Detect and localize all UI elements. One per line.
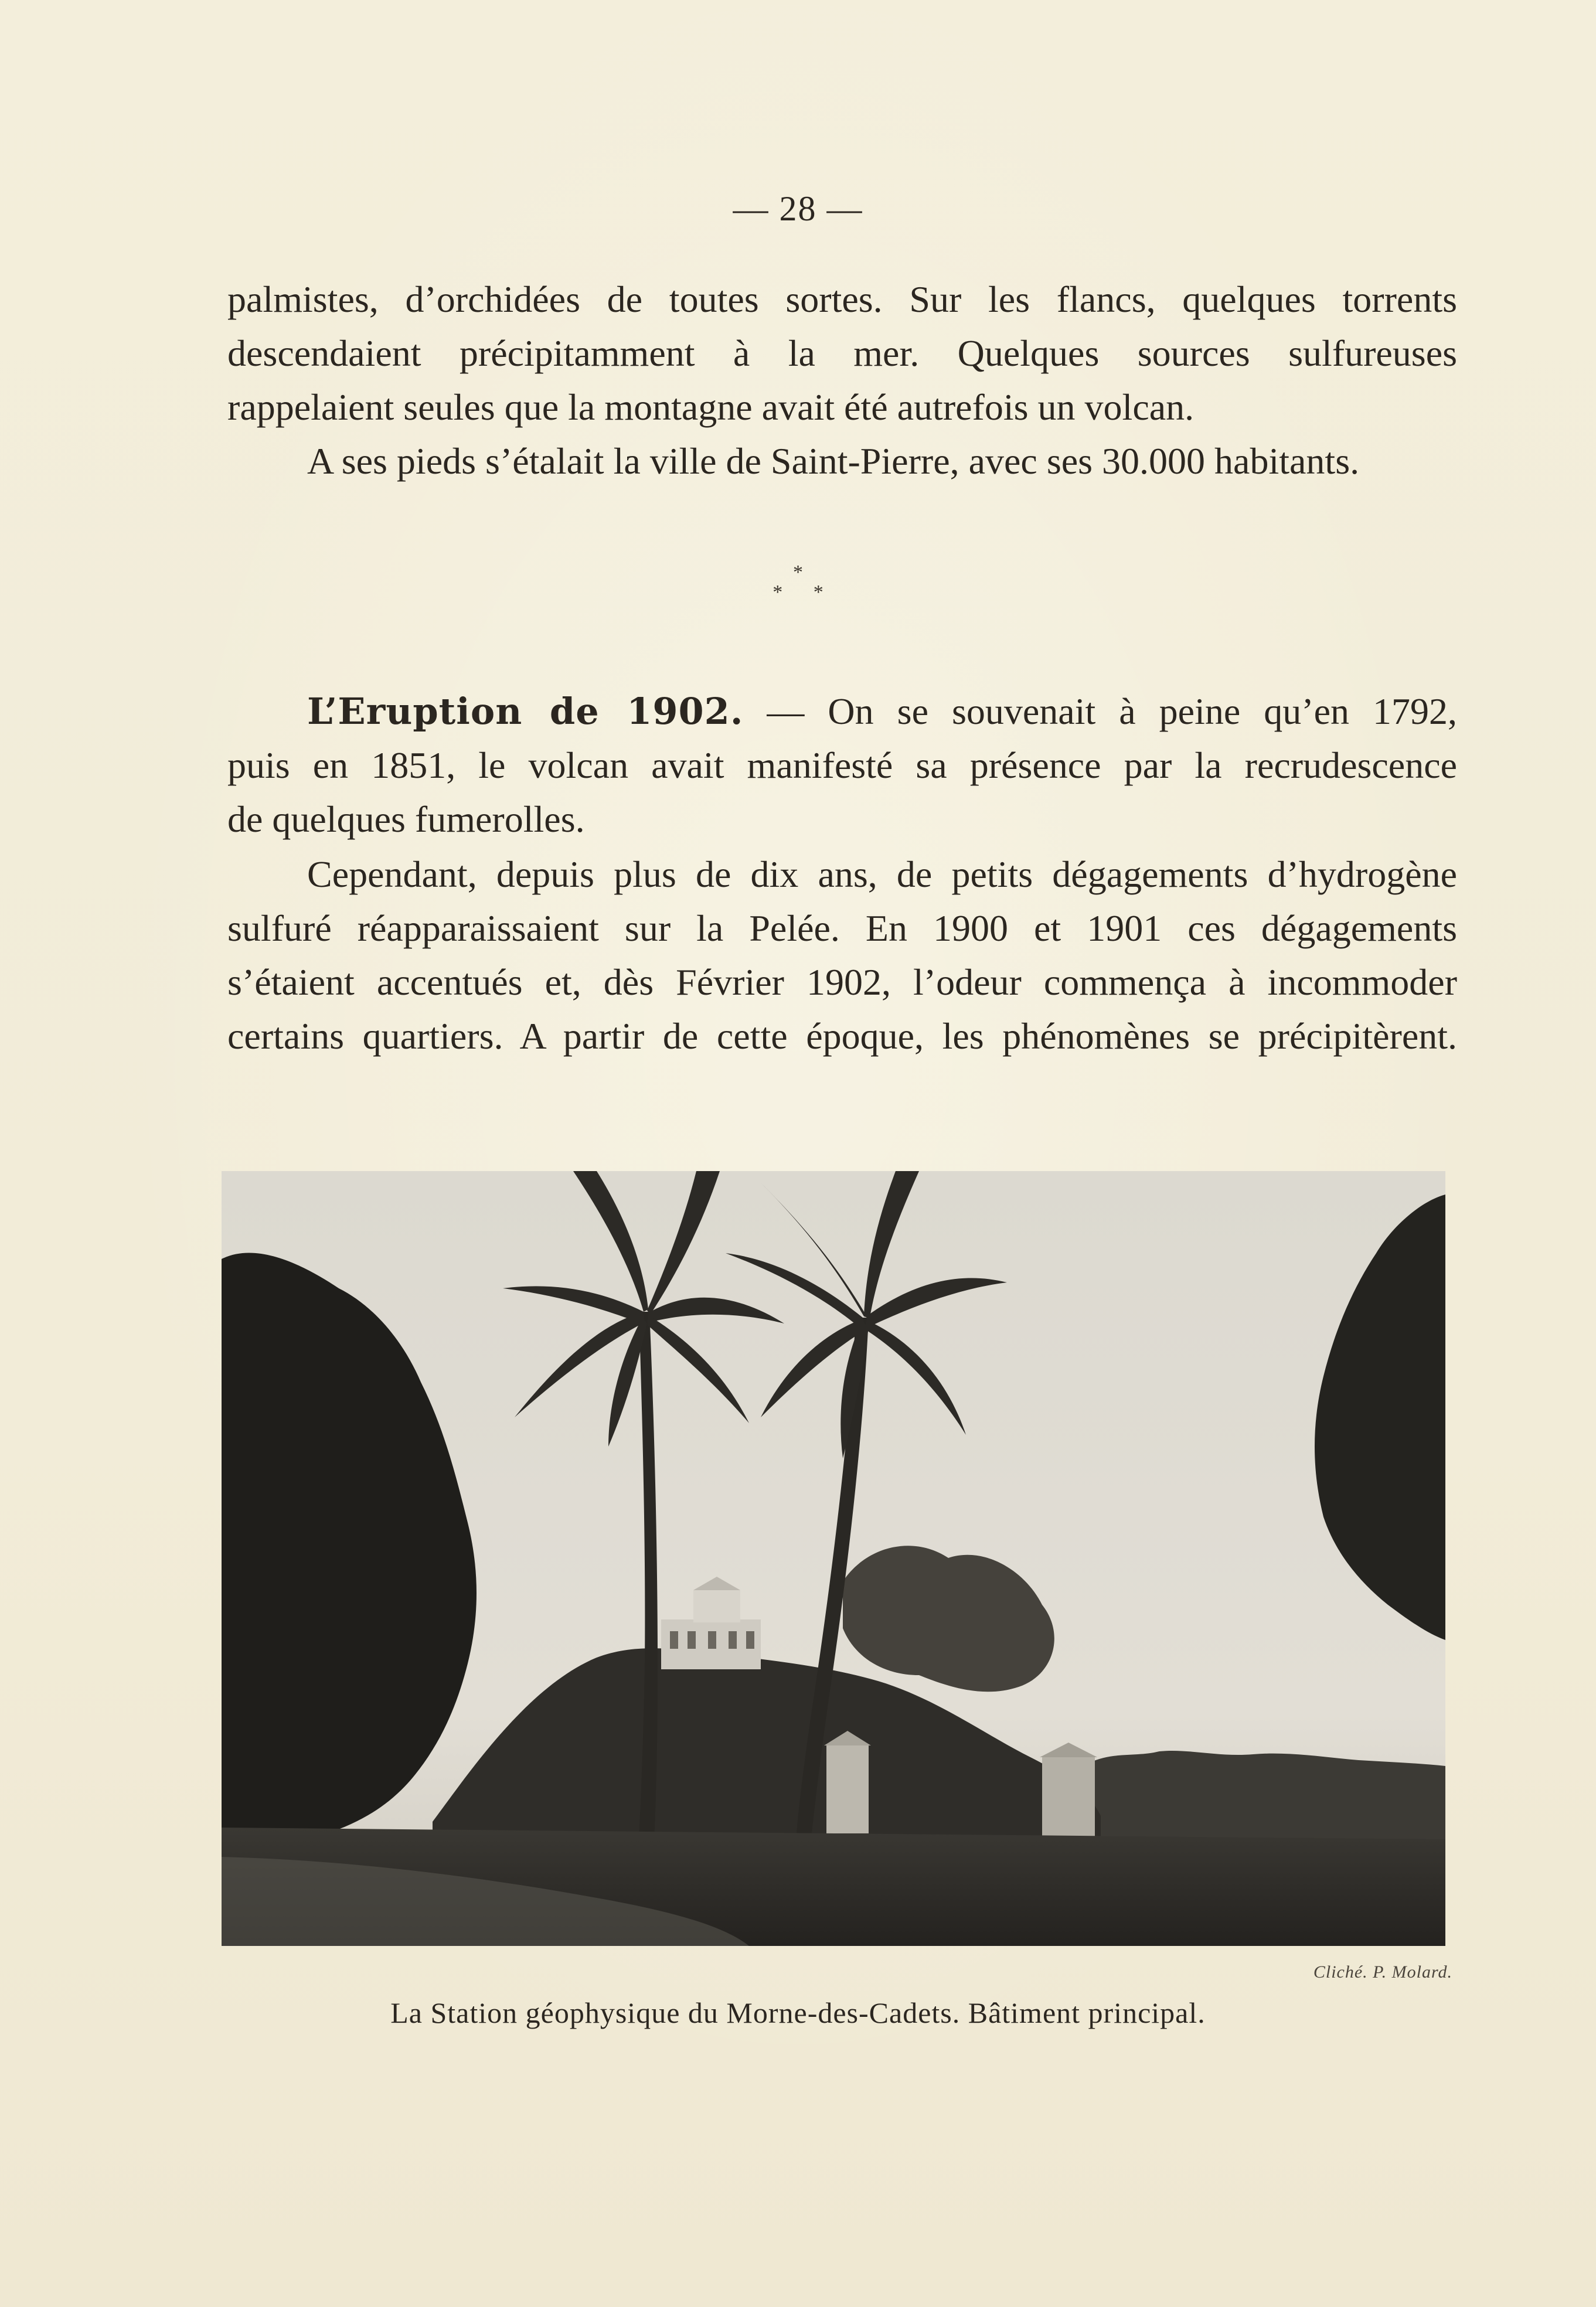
asterism-divider: [0, 563, 1596, 603]
photo-credit: Cliché. P. Molard.: [1313, 1962, 1452, 1982]
text-line: sulfuré réapparaissaient sur la Pelée. En 1900 et 1901 ces dégagements: [227, 907, 1457, 949]
text-line: rappelaient seules que la montagne avait été autrefois un volcan.: [227, 386, 1195, 428]
text-line: palmistes, d’orchidées de toutes sortes. Sur les flancs, quelques torrents: [227, 278, 1457, 320]
paragraph-2: [227, 434, 1457, 488]
asterism-star-top: *: [793, 562, 803, 583]
asterism-stars-bottom: * *: [773, 581, 836, 603]
paragraph-1: [227, 273, 1457, 434]
text-line: certains quartiers. A partir de cette époque, les phénomènes se précipitèrent.: [227, 1015, 1457, 1057]
text-line: de quelques fumerolles.: [227, 798, 585, 840]
section-heading: L’Eruption de 1902.: [307, 690, 744, 733]
text-line: puis en 1851, le volcan avait manifesté sa présence par la recrudescence: [227, 744, 1457, 786]
section-eruption: [227, 685, 1457, 846]
page-number: — 28 —: [733, 189, 863, 228]
text-line: A ses pieds s’étalait la ville de Saint-Pierre, avec ses 30.000 habitants.: [307, 440, 1360, 482]
text-line: s’étaient accentués et, dès Février 1902, l’odeur commença à incommoder: [227, 961, 1457, 1003]
section-heading-line: [227, 685, 1457, 739]
photograph-illustration: [222, 1171, 1445, 1946]
text-line: — On se souvenait à peine qu’en 1792,: [743, 690, 1458, 732]
paragraph-4: [227, 848, 1457, 1063]
text-line: Cependant, depuis plus de dix ans, de petits dégagements d’hydrogène: [307, 853, 1457, 895]
text-line: descendaient précipitamment à la mer. Quelques sources sulfureuses: [227, 332, 1457, 374]
figure-caption: La Station géophysique du Morne-des-Cadets. Bâtiment principal.: [390, 1996, 1206, 2029]
photograph-station: [222, 1171, 1445, 1946]
